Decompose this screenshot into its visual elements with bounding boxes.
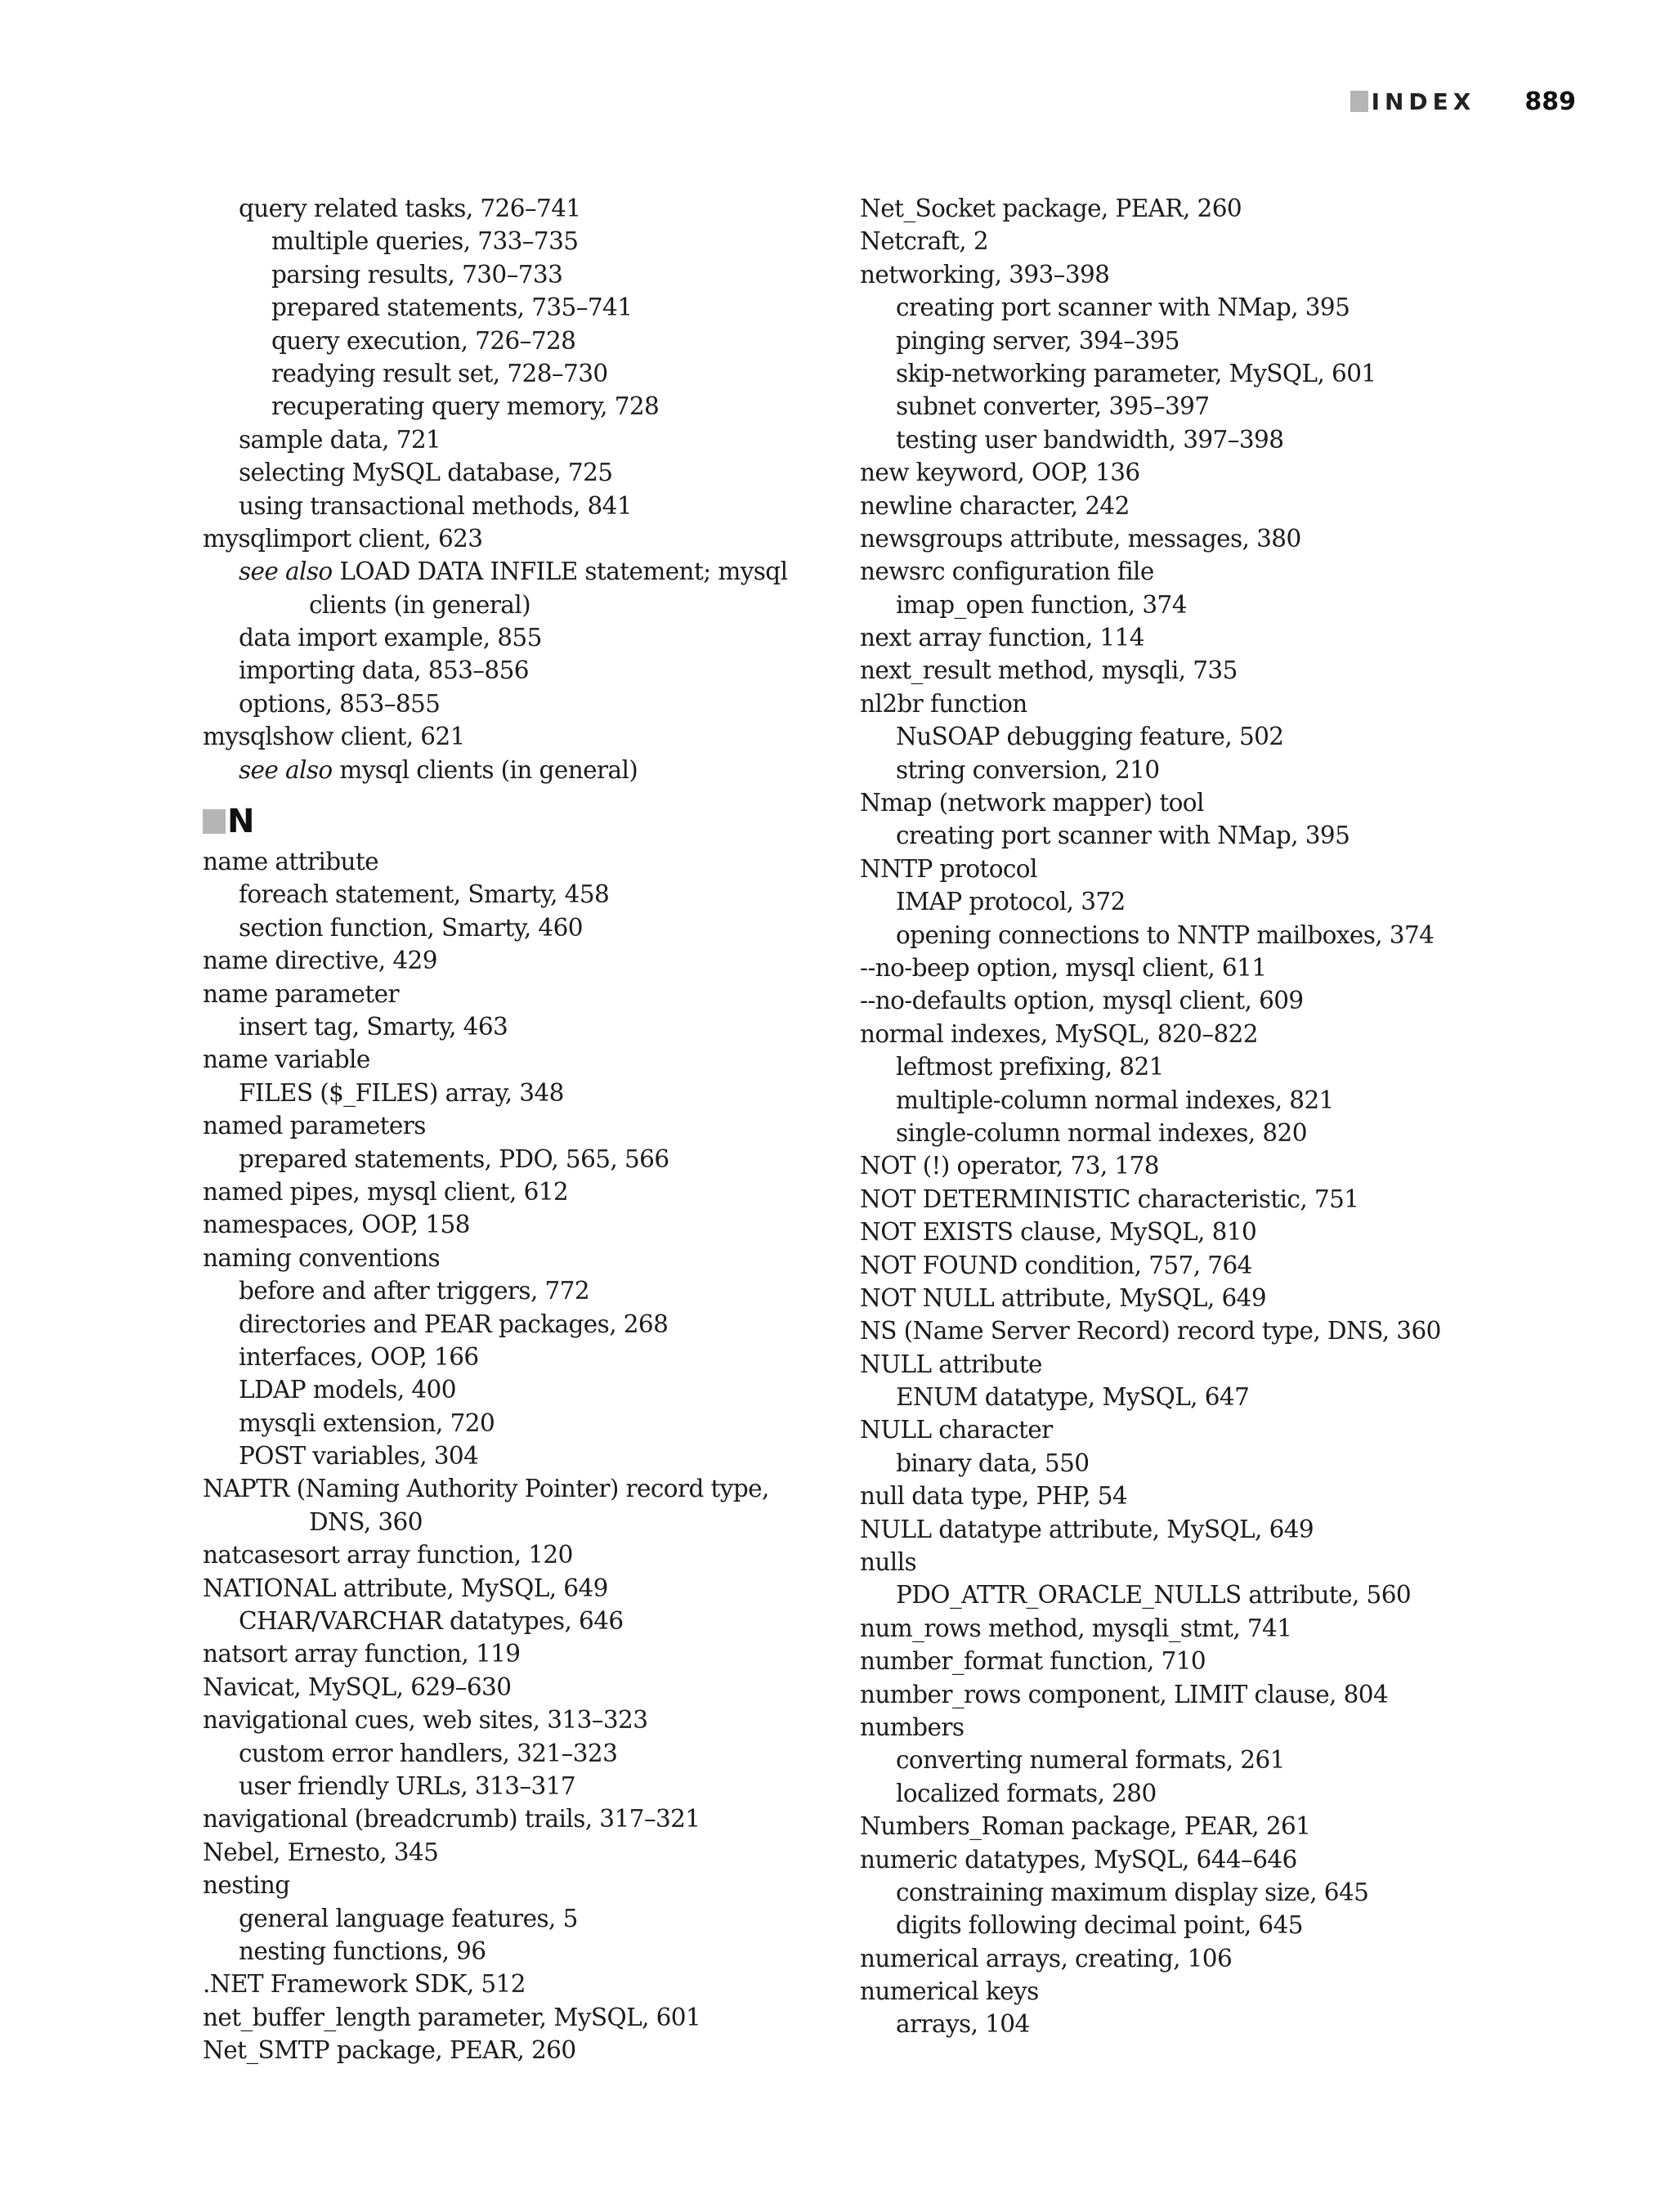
- section-letter: N: [227, 803, 255, 841]
- index-subentry: [203, 1373, 906, 1406]
- entry-text: natsort array function, 119: [203, 1640, 521, 1668]
- index-subentry: [203, 192, 906, 225]
- entry-text: options, 853–855: [239, 689, 441, 718]
- index-entry: [860, 1216, 1596, 1248]
- index-subentry: [860, 1777, 1596, 1810]
- entry-text: DNS, 360: [309, 1507, 423, 1536]
- entry-text: readying result set, 728–730: [271, 359, 608, 387]
- index-entry: [860, 1282, 1596, 1314]
- entry-text: NOT DETERMINISTIC characteristic, 751: [860, 1184, 1359, 1213]
- index-entry: [203, 1538, 906, 1571]
- index-subentry: [203, 423, 906, 456]
- index-entry: [860, 1678, 1596, 1711]
- index-entry: [860, 853, 1596, 885]
- index-entry: [860, 1942, 1596, 1975]
- index-label: INDEX: [1371, 87, 1476, 115]
- index-subentry: [203, 654, 906, 687]
- index-subentry: [860, 357, 1596, 390]
- entry-text: sample data, 721: [239, 425, 441, 454]
- entry-text: Netcraft, 2: [860, 227, 989, 256]
- entry-text: naming conventions: [203, 1243, 441, 1272]
- entry-text: multiple-column normal indexes, 821: [896, 1086, 1334, 1114]
- entry-text: numbers: [860, 1713, 965, 1741]
- entry-text: directories and PEAR packages, 268: [239, 1310, 669, 1338]
- entry-text: name attribute: [203, 848, 379, 876]
- entry-text: CHAR/VARCHAR datatypes, 646: [239, 1607, 624, 1636]
- index-entry: [203, 1968, 906, 2000]
- entry-text: NOT FOUND condition, 757, 764: [860, 1251, 1252, 1279]
- entry-text: general language features, 5: [239, 1904, 578, 1932]
- index-entry: [203, 1175, 906, 1208]
- entry-text: LDAP models, 400: [239, 1376, 456, 1404]
- index-entry: [860, 490, 1596, 522]
- entry-text: skip-networking parameter, MySQL, 601: [896, 359, 1376, 387]
- index-entry: [860, 1975, 1596, 2008]
- entry-text: using transactional methods, 841: [239, 491, 633, 520]
- entry-text: newsrc configuration file: [860, 557, 1154, 586]
- entry-text: Net_SMTP package, PEAR, 260: [203, 2036, 576, 2065]
- index-subentry: [203, 1935, 906, 1968]
- index-subentry: [203, 878, 906, 911]
- index-entry: [203, 1869, 906, 1901]
- entry-text: number_rows component, LIMIT clause, 804: [860, 1680, 1389, 1708]
- index-subentry: [860, 291, 1596, 324]
- entry-text: testing user bandwidth, 397–398: [896, 425, 1284, 454]
- index-subentry: [860, 390, 1596, 423]
- entry-text: named parameters: [203, 1112, 426, 1140]
- entry-text: .NET Framework SDK, 512: [203, 1970, 526, 1999]
- entry-text: navigational (breadcrumb) trails, 317–321: [203, 1805, 700, 1834]
- entry-text: ENUM datatype, MySQL, 647: [896, 1383, 1250, 1412]
- index-entry: [860, 687, 1596, 720]
- entry-text: NULL character: [860, 1416, 1053, 1444]
- index-subentry: [203, 1010, 906, 1043]
- index-entry: [860, 1546, 1596, 1578]
- entry-text: subnet converter, 395–397: [896, 392, 1210, 421]
- entry-text: prepared statements, PDO, 565, 566: [239, 1144, 669, 1173]
- see-also-label: see also: [239, 557, 333, 586]
- index-entry: [203, 1242, 906, 1274]
- index-entry: [203, 1109, 906, 1142]
- index-entry: [860, 1513, 1596, 1546]
- index-subentry: [860, 885, 1596, 918]
- entry-text: opening connections to NNTP mailboxes, 374: [896, 920, 1435, 949]
- entry-text: importing data, 853–856: [239, 656, 529, 685]
- index-entry: [203, 944, 906, 977]
- index-entry: [203, 1043, 906, 1076]
- entry-text: NAPTR (Naming Authority Pointer) record type,: [203, 1475, 769, 1503]
- entry-text: nesting functions, 96: [239, 1937, 486, 1965]
- entry-text: parsing results, 730–733: [271, 260, 563, 289]
- entry-text: localized formats, 280: [896, 1779, 1157, 1807]
- index-subentry: [860, 720, 1596, 753]
- index-entry: [203, 978, 906, 1010]
- index-subentry: [203, 456, 906, 489]
- entry-text: mysqlshow client, 621: [203, 723, 465, 751]
- entry-text: string conversion, 210: [896, 755, 1160, 784]
- entry-text: networking, 393–398: [860, 260, 1110, 289]
- entry-text: Numbers_Roman package, PEAR, 261: [860, 1812, 1311, 1841]
- entry-text: newsgroups attribute, messages, 380: [860, 524, 1301, 553]
- entry-text: before and after triggers, 772: [239, 1277, 590, 1305]
- index-subentry: [203, 357, 906, 390]
- entry-text: interfaces, OOP, 166: [239, 1342, 479, 1371]
- index-subentry: [203, 1341, 906, 1373]
- index-entry: [203, 1637, 906, 1670]
- entry-text: Net_Socket package, PEAR, 260: [860, 195, 1242, 222]
- entry-text: namespaces, OOP, 158: [203, 1211, 470, 1239]
- index-entry: [203, 1208, 906, 1241]
- index-entry: [860, 1612, 1596, 1645]
- index-entry: [860, 225, 1596, 257]
- entry-text: --no-beep option, mysql client, 611: [860, 953, 1267, 982]
- entry-text: FILES ($_FILES) array, 348: [239, 1078, 564, 1107]
- index-entry: [860, 1348, 1596, 1381]
- entry-text: leftmost prefixing, 821: [896, 1053, 1164, 1081]
- index-subentry: [203, 555, 906, 588]
- index-subentry: [203, 1077, 906, 1109]
- index-entry: [860, 1480, 1596, 1512]
- index-subentry: [860, 589, 1596, 621]
- index-entry: [203, 1704, 906, 1736]
- entry-text: clients (in general): [309, 590, 530, 619]
- entry-text: Nebel, Ernesto, 345: [203, 1838, 439, 1866]
- entry-text: null data type, PHP, 54: [860, 1482, 1128, 1511]
- entry-text: name directive, 429: [203, 947, 437, 975]
- index-subentry: [860, 1050, 1596, 1083]
- entry-text: digits following decimal point, 645: [896, 1911, 1303, 1940]
- entry-text: section function, Smarty, 460: [239, 913, 583, 942]
- index-entry: [203, 845, 906, 878]
- index-subentry: [203, 911, 906, 944]
- entry-text: mysqlimport client, 623: [203, 524, 483, 553]
- entry-text: query execution, 726–728: [271, 326, 576, 355]
- head-marker-block: [1350, 91, 1368, 112]
- left-column-continued-entries: [203, 192, 906, 786]
- entry-text: Navicat, MySQL, 629–630: [203, 1672, 512, 1701]
- entry-text: imap_open function, 374: [896, 590, 1187, 619]
- entry-text: POST variables, 304: [239, 1442, 479, 1471]
- entry-text: numerical keys: [860, 1977, 1039, 2006]
- index-entry: [860, 1810, 1596, 1843]
- index-subentry: [203, 1605, 906, 1637]
- index-subentry: [860, 1744, 1596, 1776]
- index-subentry: [860, 1117, 1596, 1149]
- index-entry: [860, 522, 1596, 555]
- index-entry: [203, 720, 906, 753]
- index-entry: [860, 786, 1596, 819]
- index-subentry: [203, 687, 906, 720]
- entry-text: NNTP protocol: [860, 854, 1037, 883]
- index-subentry: [203, 291, 906, 324]
- index-entry: [860, 1183, 1596, 1216]
- entry-text: constraining maximum display size, 645: [896, 1878, 1369, 1906]
- entry-text: LOAD DATA INFILE statement; mysql: [332, 557, 788, 586]
- section-heading: [203, 798, 906, 845]
- entry-text: prepared statements, 735–741: [271, 293, 633, 322]
- index-entry: [860, 654, 1596, 687]
- entry-text: insert tag, Smarty, 463: [239, 1012, 508, 1041]
- index-subentry: [203, 325, 906, 357]
- entry-text: named pipes, mysql client, 612: [203, 1177, 569, 1206]
- index-subentry: [860, 754, 1596, 786]
- see-also-label: see also: [239, 755, 333, 784]
- entry-text: single-column normal indexes, 820: [896, 1118, 1307, 1147]
- index-entry: [860, 1249, 1596, 1282]
- index-subentry: [860, 423, 1596, 456]
- entry-text: pinging server, 394–395: [896, 326, 1179, 355]
- index-subentry: [203, 225, 906, 257]
- index-subentry: [203, 1308, 906, 1341]
- index-entry: [860, 1413, 1596, 1446]
- index-subentry: [860, 1447, 1596, 1480]
- entry-text: arrays, 104: [896, 2010, 1030, 2039]
- entry-text: nl2br function: [860, 689, 1027, 718]
- index-entry: [860, 952, 1596, 984]
- entry-text: selecting MySQL database, 725: [239, 459, 613, 487]
- index-entry: [860, 456, 1596, 489]
- entry-text: NOT NULL attribute, MySQL, 649: [860, 1283, 1266, 1312]
- index-entry: [203, 1572, 906, 1605]
- entry-text: normal indexes, MySQL, 820–822: [860, 1019, 1258, 1048]
- index-column-left: [203, 192, 906, 2066]
- entry-text: custom error handlers, 321–323: [239, 1739, 618, 1767]
- entry-text: navigational cues, web sites, 313–323: [203, 1706, 648, 1735]
- index-entry: [203, 522, 906, 555]
- index-subentry: [203, 1143, 906, 1175]
- index-subentry: [203, 1737, 906, 1770]
- index-entry: [203, 2034, 906, 2066]
- entry-text: data import example, 855: [239, 624, 542, 652]
- index-subentry: [203, 1770, 906, 1802]
- entry-text: query related tasks, 726–741: [239, 195, 581, 222]
- index-entry: [860, 1149, 1596, 1182]
- entry-text: creating port scanner with NMap, 395: [896, 293, 1350, 322]
- entry-text: foreach statement, Smarty, 458: [239, 880, 610, 909]
- left-column-n-entries: [203, 845, 906, 2066]
- index-entry: [860, 1314, 1596, 1347]
- index-subentry: [860, 819, 1596, 852]
- index-entry: [860, 1645, 1596, 1677]
- running-head: [1350, 83, 1576, 119]
- index-entry: [860, 555, 1596, 588]
- index-subentry: [203, 1407, 906, 1440]
- index-subentry: [860, 1381, 1596, 1413]
- index-subentry: [203, 390, 906, 423]
- index-entry: [203, 1472, 906, 1505]
- index-subentry: [860, 919, 1596, 952]
- entry-text: multiple queries, 733–735: [271, 227, 579, 256]
- entry-text: numerical arrays, creating, 106: [860, 1944, 1233, 1972]
- index-subentry: [203, 490, 906, 522]
- index-subentry: [860, 1084, 1596, 1117]
- index-entry-continuation: [203, 589, 906, 621]
- entry-text: recuperating query memory, 728: [271, 392, 660, 421]
- index-subentry: [203, 1902, 906, 1935]
- entry-text: creating port scanner with NMap, 395: [896, 822, 1350, 850]
- entry-text: NATIONAL attribute, MySQL, 649: [203, 1574, 608, 1602]
- right-column-entries: [860, 192, 1596, 2041]
- entry-text: name parameter: [203, 979, 400, 1008]
- entry-text: numeric datatypes, MySQL, 644–646: [860, 1845, 1297, 1874]
- entry-text: mysqli extension, 720: [239, 1408, 495, 1437]
- index-subentry: [860, 1909, 1596, 1941]
- entry-text: mysql clients (in general): [332, 755, 638, 784]
- page-number: 889: [1524, 87, 1576, 116]
- entry-text: binary data, 550: [896, 1449, 1090, 1477]
- entry-text: NOT (!) operator, 73, 178: [860, 1152, 1159, 1180]
- index-entry: [860, 1711, 1596, 1744]
- index-subentry: [203, 258, 906, 291]
- entry-text: new keyword, OOP, 136: [860, 459, 1140, 487]
- index-column-right: [860, 192, 1596, 2041]
- entry-text: nesting: [203, 1871, 290, 1900]
- index-subentry: [203, 1440, 906, 1472]
- entry-text: NuSOAP debugging feature, 502: [896, 723, 1284, 751]
- entry-text: PDO_ATTR_ORACLE_NULLS attribute, 560: [896, 1581, 1412, 1610]
- index-entry: [860, 1018, 1596, 1050]
- entry-text: next_result method, mysqli, 735: [860, 656, 1238, 685]
- section-marker-block: [203, 809, 226, 834]
- index-entry: [203, 1802, 906, 1835]
- index-subentry: [203, 1274, 906, 1307]
- entry-text: net_buffer_length parameter, MySQL, 601: [203, 2003, 701, 2031]
- index-subentry: [203, 621, 906, 654]
- index-entry: [860, 258, 1596, 291]
- entry-text: NS (Name Server Record) record type, DNS, 360: [860, 1317, 1441, 1346]
- index-entry-continuation: [203, 1506, 906, 1538]
- entry-text: user friendly URLs, 313–317: [239, 1771, 576, 1800]
- entry-text: nulls: [860, 1548, 917, 1577]
- index-entry: [203, 1671, 906, 1704]
- entry-text: newline character, 242: [860, 491, 1130, 520]
- entry-text: name variable: [203, 1046, 370, 1074]
- entry-text: next array function, 114: [860, 624, 1144, 652]
- entry-text: natcasesort array function, 120: [203, 1541, 573, 1569]
- entry-text: --no-defaults option, mysql client, 609: [860, 987, 1304, 1015]
- entry-text: NULL datatype attribute, MySQL, 649: [860, 1515, 1314, 1543]
- index-subentry: [860, 1876, 1596, 1909]
- index-subentry: [860, 2008, 1596, 2040]
- entry-text: num_rows method, mysqli_stmt, 741: [860, 1614, 1292, 1642]
- index-entry: [203, 2001, 906, 2034]
- entry-text: Nmap (network mapper) tool: [860, 789, 1204, 817]
- index-subentry: [860, 1578, 1596, 1611]
- entry-text: IMAP protocol, 372: [896, 888, 1126, 916]
- entry-text: NULL attribute: [860, 1350, 1042, 1378]
- entry-text: number_format function, 710: [860, 1647, 1206, 1676]
- index-subentry: [203, 754, 906, 786]
- index-entry: [203, 1836, 906, 1869]
- index-entry: [860, 192, 1596, 225]
- index-subentry: [860, 325, 1596, 357]
- entry-text: NOT EXISTS clause, MySQL, 810: [860, 1218, 1257, 1247]
- index-entry: [860, 984, 1596, 1017]
- index-entry: [860, 621, 1596, 654]
- index-entry: [860, 1843, 1596, 1876]
- entry-text: converting numeral formats, 261: [896, 1746, 1285, 1775]
